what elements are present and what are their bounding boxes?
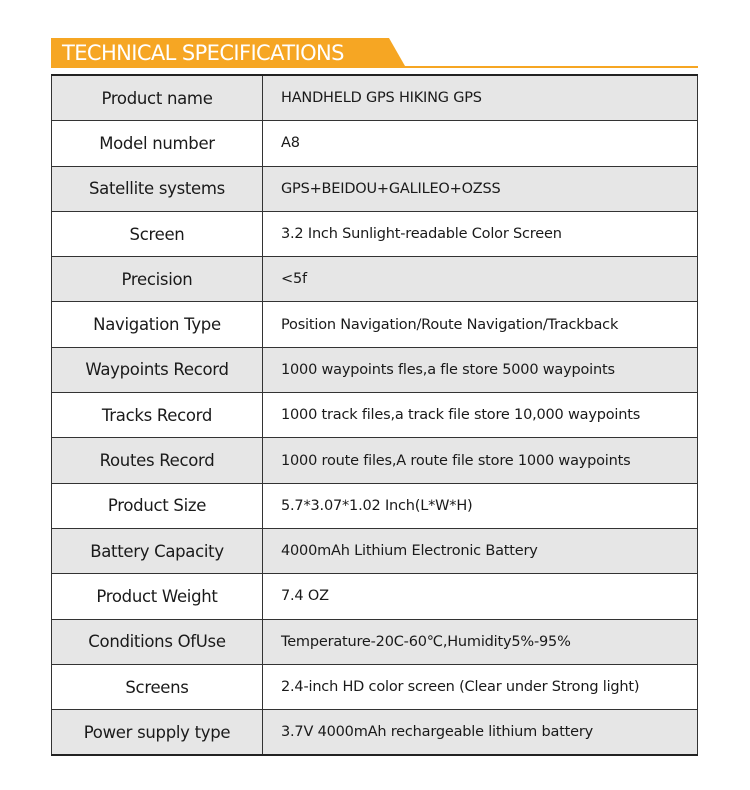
spec-row-conditions-of-use <box>52 619 698 664</box>
spec-row-model-number <box>52 121 698 166</box>
spec-label: Power supply type <box>52 710 263 756</box>
spec-label: Conditions OfUse <box>52 619 263 664</box>
spec-label: Product name <box>52 75 263 121</box>
spec-row-waypoints-record <box>52 347 698 392</box>
spec-value: 4000mAh Lithium Electronic Battery <box>263 528 698 573</box>
spec-row-product-weight <box>52 574 698 619</box>
spec-label: Satellite systems <box>52 166 263 211</box>
spec-value: 1000 track files,a track file store 10,000 waypoints <box>263 393 698 438</box>
spec-label: Product Weight <box>52 574 263 619</box>
spec-label: Precision <box>52 257 263 302</box>
spec-row-tracks-record <box>52 393 698 438</box>
spec-row-screen <box>52 211 698 256</box>
spec-row-precision <box>52 257 698 302</box>
spec-label: Tracks Record <box>52 393 263 438</box>
spec-value: <5f <box>263 257 698 302</box>
spec-label: Battery Capacity <box>52 528 263 573</box>
spec-row-product-name <box>52 75 698 121</box>
section-header <box>51 38 698 68</box>
spec-value: 7.4 OZ <box>263 574 698 619</box>
spec-label: Waypoints Record <box>52 347 263 392</box>
spec-value: 2.4-inch HD color screen (Clear under Strong light) <box>263 664 698 709</box>
spec-value: 3.7V 4000mAh rechargeable lithium battery <box>263 710 698 756</box>
spec-label: Routes Record <box>52 438 263 483</box>
spec-row-navigation-type <box>52 302 698 347</box>
spec-row-power-supply-type <box>52 710 698 756</box>
spec-value: 1000 route files,A route file store 1000 waypoints <box>263 438 698 483</box>
header-divider <box>51 66 698 68</box>
spec-label: Model number <box>52 121 263 166</box>
spec-value: GPS+BEIDOU+GALILEO+OZSS <box>263 166 698 211</box>
spec-label: Screen <box>52 211 263 256</box>
spec-value: Position Navigation/Route Navigation/Trackback <box>263 302 698 347</box>
spec-value: Temperature-20C-60℃,Humidity5%-95% <box>263 619 698 664</box>
spec-label: Screens <box>52 664 263 709</box>
spec-row-routes-record <box>52 438 698 483</box>
page-title: TECHNICAL SPECIFICATIONS <box>62 41 344 65</box>
spec-row-battery-capacity <box>52 528 698 573</box>
spec-value: 3.2 Inch Sunlight-readable Color Screen <box>263 211 698 256</box>
spec-value: A8 <box>263 121 698 166</box>
spec-value: 5.7*3.07*1.02 Inch(L*W*H) <box>263 483 698 528</box>
spec-row-product-size <box>52 483 698 528</box>
spec-row-screens <box>52 664 698 709</box>
spec-label: Navigation Type <box>52 302 263 347</box>
spec-value: 1000 waypoints fles,a fle store 5000 waypoints <box>263 347 698 392</box>
spec-table <box>51 74 698 756</box>
spec-row-satellite-systems <box>52 166 698 211</box>
spec-value: HANDHELD GPS HIKING GPS <box>263 75 698 121</box>
spec-label: Product Size <box>52 483 263 528</box>
